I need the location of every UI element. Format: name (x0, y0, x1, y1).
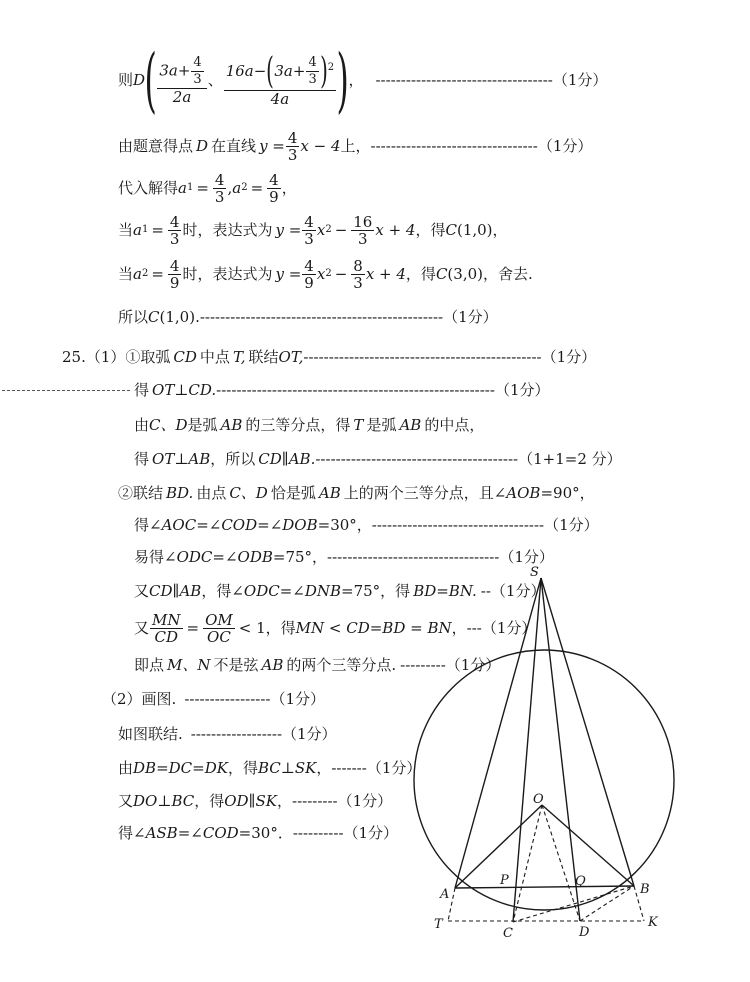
label-s: S (530, 565, 539, 580)
label-p: P (500, 873, 509, 888)
label-b: B (640, 882, 650, 897)
score-leader: ------------------------------------------------------- (216, 381, 495, 399)
score: （1+1=2 分） (518, 450, 622, 468)
circle-o (414, 650, 674, 910)
score: （1分） (537, 137, 593, 155)
score-leader: --------- (292, 792, 338, 810)
score: （1分） (343, 824, 399, 842)
score-leader: ---------------------------------- (371, 516, 545, 534)
score: （1分） (481, 619, 537, 637)
score-leader: --- (466, 619, 482, 637)
score-leader: ---------------------------------- (327, 548, 500, 566)
text-then: 则 (118, 71, 134, 89)
point-d: D (133, 71, 146, 89)
line-mn-ratio: 又 $\frac{MN}{CD}$ = $\frac{OM}{OC}$ < 1 ，得 MN < CD=BD = BN ， --- （1分） (134, 610, 537, 646)
score-leader: --------- (400, 656, 446, 674)
score-leader: ---------- (292, 824, 344, 842)
line-angles-30: 得∠AOC=∠COD=∠DOB=30°，----------------------------------（1分） (134, 516, 599, 534)
line-ot-perp-cd: 得 OT⊥CD.-------------------------------------------------------（1分） (134, 381, 550, 399)
line-part2-draw: （2）画图. -----------------（1分） (102, 690, 326, 708)
score-leader: -- (480, 582, 491, 600)
line-d-on-line: 由题意得点 D 在直线 y = $\frac{4}{3}$ x − 4 上， --------------------------------- （1分） (118, 128, 593, 164)
line-trisection: 由C、D是弧 AB 的三等分点，得 T 是弧 AB 的中点， (134, 416, 485, 434)
line-q25-step1: 25.（1）①取弧 CD 中点 T, 联结OT,-----------------------------------------------（1分） (62, 348, 597, 366)
segment-oa (455, 805, 542, 888)
label-t: T (434, 917, 443, 932)
score-leader: ------------------------------------------------ (199, 308, 444, 326)
right-paren: ) (336, 39, 349, 121)
line-conclusion-c: 所以C(1,0).------------------------------------------------（1分） (118, 308, 498, 326)
line-solve-a: 代入解得 a 1 = $\frac{4}{3}$ , a 2 = $\frac{4}{9}$ ， (118, 170, 297, 206)
score: （1分） (490, 582, 546, 600)
score: （1分） (494, 381, 550, 399)
segment-db (580, 886, 634, 921)
score-leader: ----------------- (184, 690, 271, 708)
line-d-coordinates: 则 D ( 3a+ $\frac{4}{3}$ 2a 、 16a−(3a+ $\frac{4}{3}$ )$^2$ 4a ) ， ----------------------------------- （1分） (118, 39, 608, 121)
line-connect: 如图联结. ------------------（1分） (118, 725, 337, 743)
score: （1分） (270, 690, 326, 708)
score: （1分） (541, 348, 597, 366)
score: （1分） (337, 792, 393, 810)
label-o: O (533, 792, 544, 807)
label-k: K (648, 915, 658, 930)
chord-ab (455, 886, 634, 888)
line-step2-intro: ②联结 BD. 由点 C、D 恰是弧 AB 上的两个三等分点，且∠AOB=90°， (118, 484, 595, 502)
label-a: A (440, 887, 450, 902)
line-case-a1: 当 a 1 = $\frac{4}{3}$ 时，表达式为 y = $\frac{4}{3}$ x 2 − $\frac{16}{3}$ x + 4 ，得 C (1,0) ， (118, 212, 508, 248)
score: （1分） (282, 725, 337, 743)
label-q: Q (575, 874, 586, 889)
line-cd-parallel-ab: 得 OT⊥AB，所以 CD∥AB.----------------------------------------（1+1=2 分） (134, 450, 622, 468)
line-angles-75: 易得∠ODC=∠ODB=75°，----------------------------------（1分） (134, 548, 554, 566)
line-sd (541, 578, 580, 921)
label-d: D (579, 925, 590, 940)
fraction-y-coordinate: 16a−(3a+ $\frac{4}{3}$ )$^2$ 4a (225, 50, 335, 108)
score: （1分） (552, 71, 608, 89)
line-asb-30: 得∠ASB=∠COD=30°．----------（1分） (118, 824, 399, 842)
score-leader: ------------------ (190, 725, 283, 743)
score-leader: --------------------------------- (370, 137, 538, 155)
score: （1分） (544, 516, 599, 534)
line-od-parallel-sk: 又DO⊥BC，得OD∥SK，---------（1分） (118, 792, 393, 810)
segment-cb (513, 886, 634, 922)
score: （1分） (499, 548, 554, 566)
score-leader: ----------------------------------- (375, 71, 553, 89)
line-case-a2: 当 a 2 = $\frac{4}{9}$ 时，表达式为 y = $\frac{4}{9}$ x 2 − $\frac{8}{3}$ x + 4 ，得 C (3,0) ，舍去. (118, 256, 533, 292)
score-leader: ----------------------------------------------- (303, 348, 542, 366)
score-leader: ------- (331, 759, 367, 777)
label-c: C (503, 926, 513, 941)
score-leader: ---------------------------------------- (315, 450, 519, 468)
line-bc-perp-sk: 由DB=DC=DK，得BC⊥SK，-------（1分） (118, 759, 422, 777)
score: （1分） (443, 308, 498, 326)
score: （1分） (366, 759, 422, 777)
score: （1分） (445, 656, 501, 674)
line-not-trisection: 即点 M、N 不是弦 AB 的两个三等分点. ---------（1分） (134, 656, 501, 674)
fraction-x-coordinate: 3a+ $\frac{4}{3}$ 2a (157, 55, 206, 105)
line-sb (541, 578, 634, 886)
left-paren: ( (144, 39, 157, 121)
line-bd-bn: 又CD∥AB，得∠ODC=∠DNB=75°，得 BD=BN. --（1分） (134, 582, 546, 600)
